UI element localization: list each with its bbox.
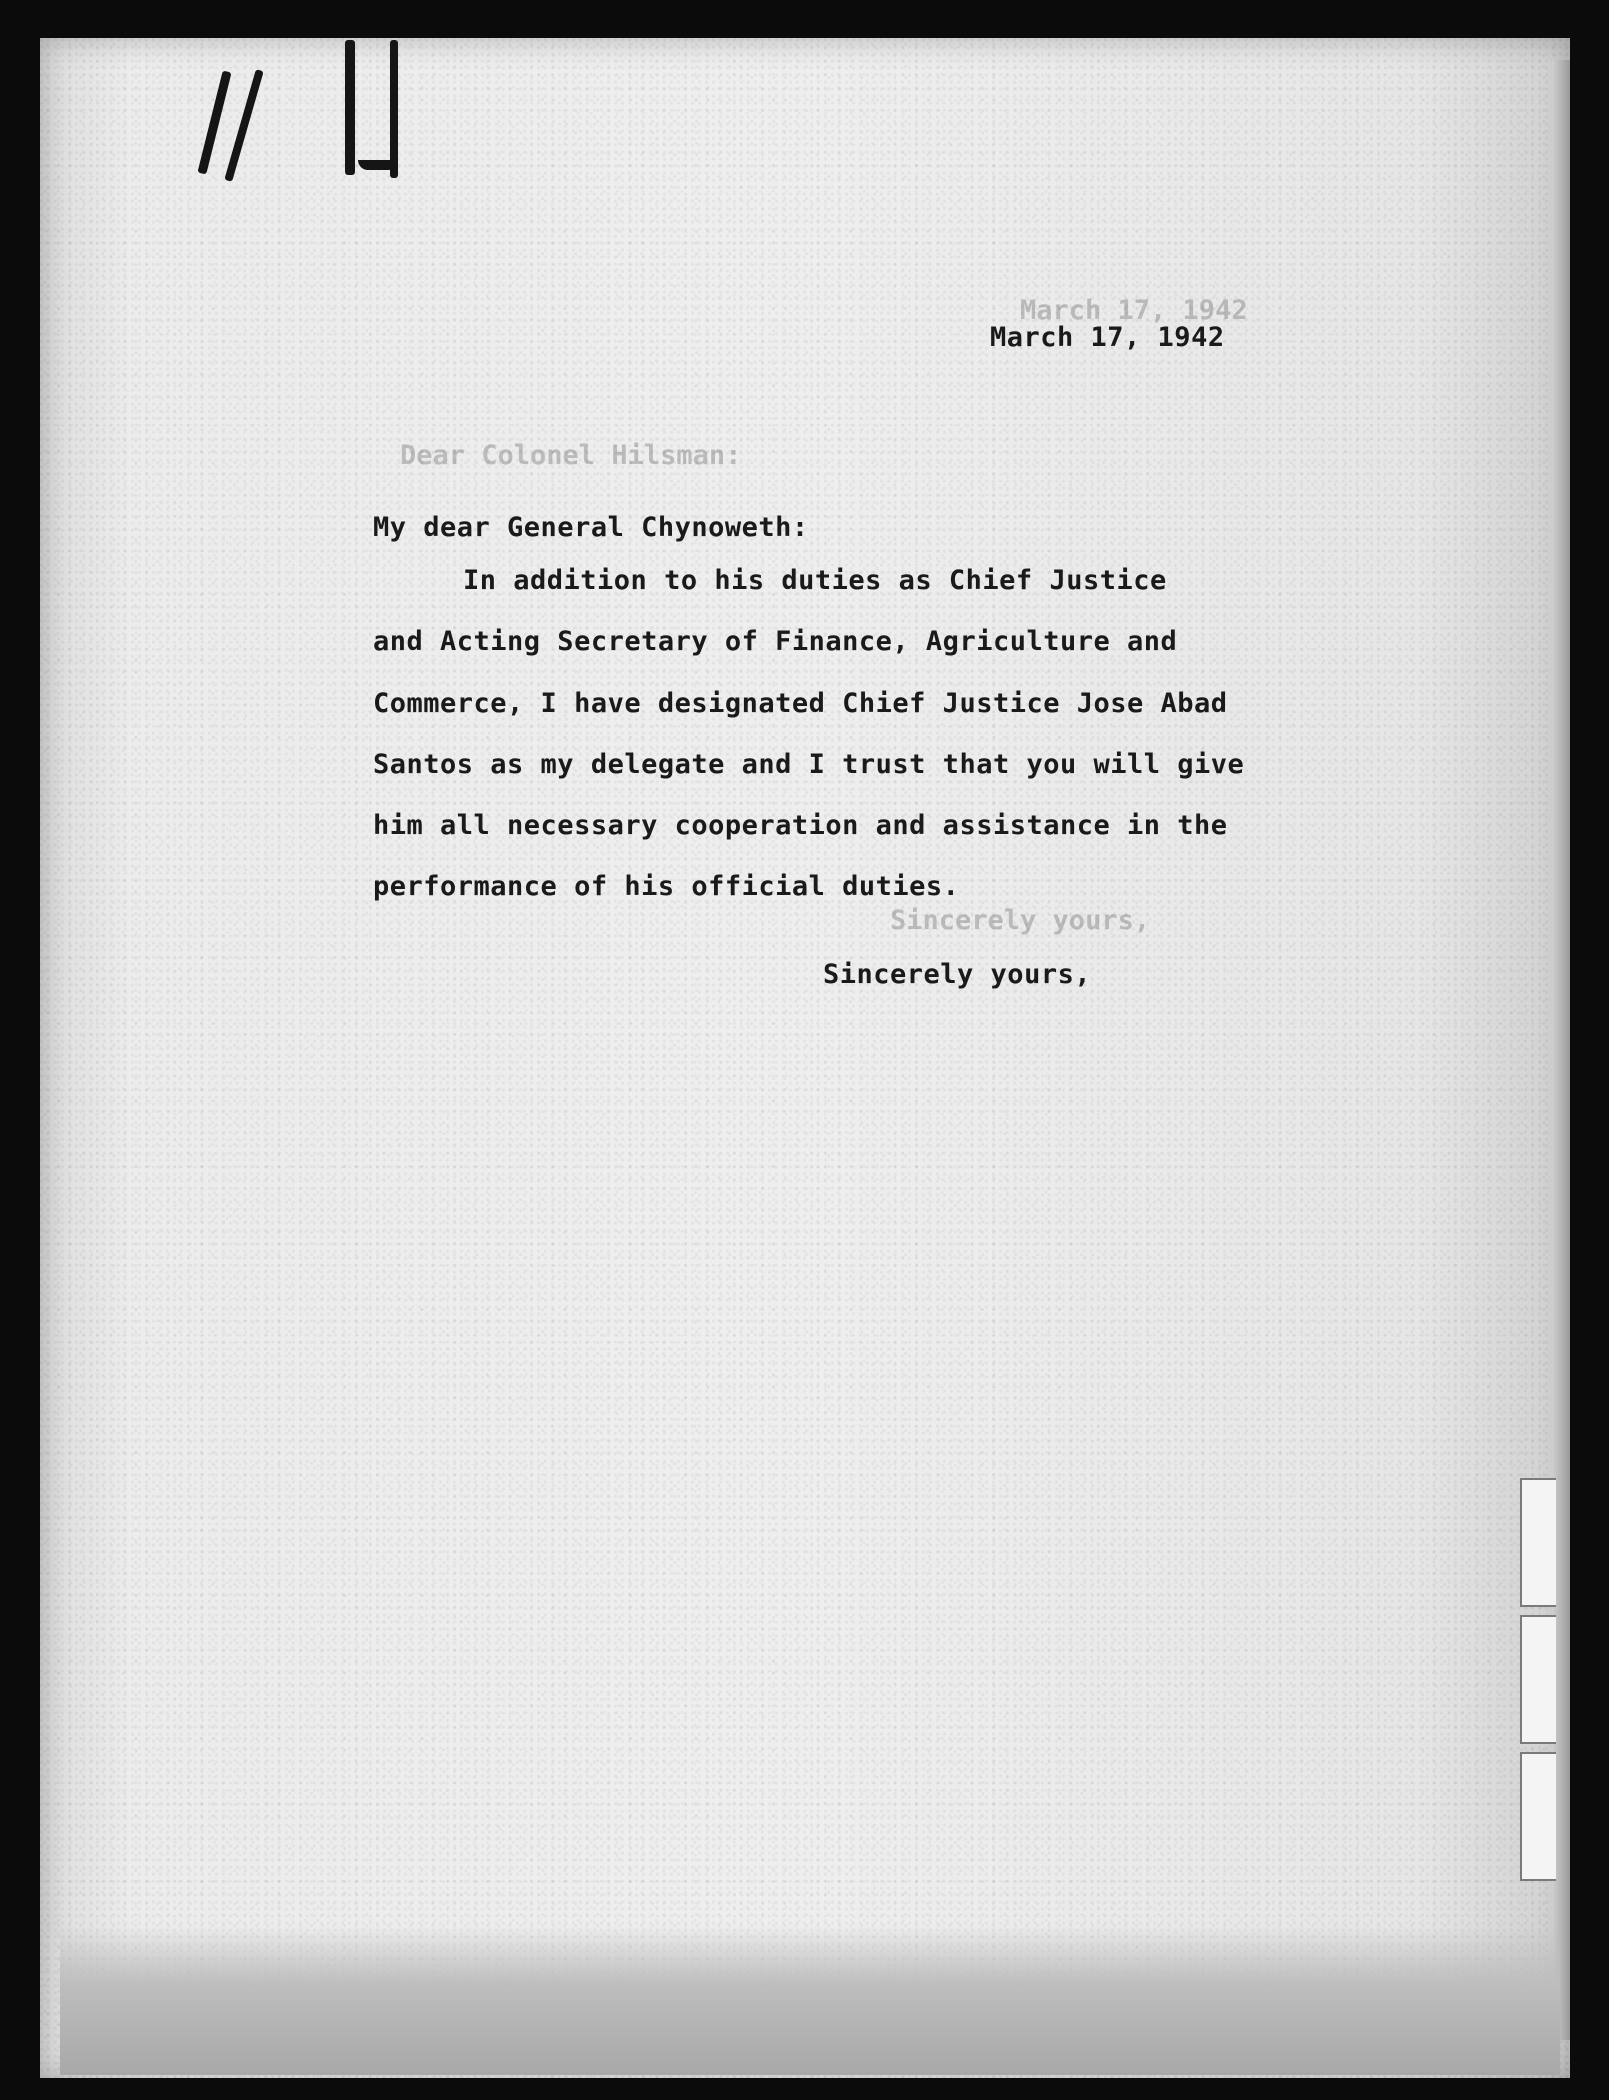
body-line: Commerce, I have designated Chief Justice Jose Abad bbox=[373, 688, 1228, 719]
body-line: and Acting Secretary of Finance, Agriculture and bbox=[373, 626, 1178, 657]
bleed-through-date: March 17, 1942 bbox=[1020, 295, 1248, 326]
body-line: performance of his official duties. bbox=[373, 871, 960, 902]
body-line: him all necessary cooperation and assistance in the bbox=[373, 810, 1228, 841]
letter-salutation: My dear General Chynoweth: bbox=[373, 512, 809, 543]
body-line: In addition to his duties as Chief Justice bbox=[463, 565, 1167, 596]
bleed-through-closing: Sincerely yours, bbox=[890, 905, 1151, 936]
letter-closing: Sincerely yours, bbox=[823, 959, 1092, 990]
bleed-through-salutation: Dear Colonel Hilsman: bbox=[400, 440, 742, 471]
letter-date: March 17, 1942 bbox=[990, 322, 1225, 353]
body-line: Santos as my delegate and I trust that you will give bbox=[373, 749, 1245, 780]
